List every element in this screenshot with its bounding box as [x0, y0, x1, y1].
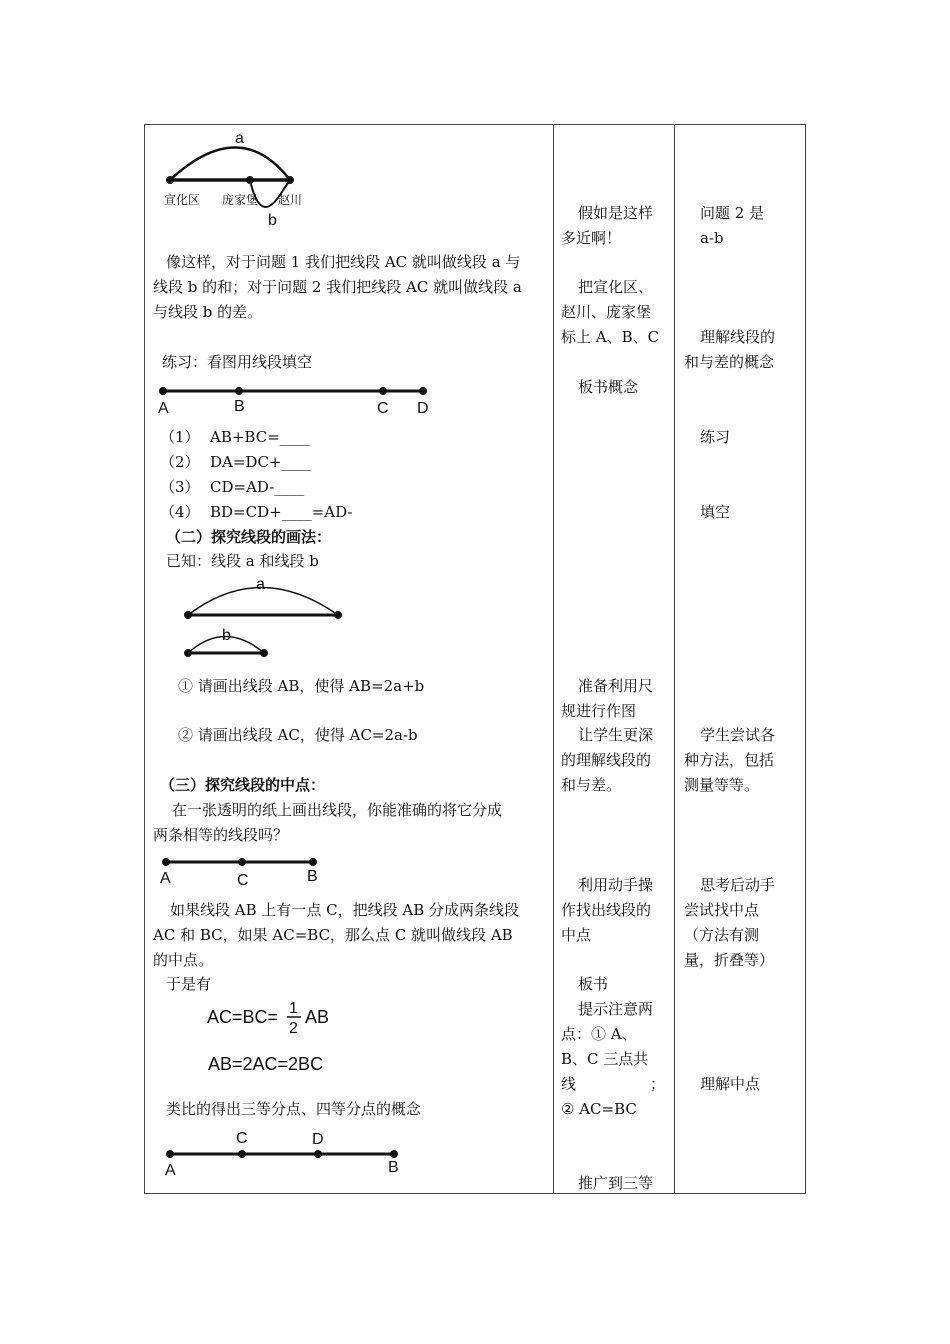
- diagram-label-b: b: [268, 212, 277, 229]
- paragraph-line: 线段 b 的和；对于问题 2 我们把线段 AC 就叫做线段 a: [153, 278, 522, 296]
- teacher-note: 线: [561, 1075, 577, 1093]
- practice-title: 练习：看图用线段填空: [162, 353, 313, 371]
- teacher-note: 中点: [561, 926, 592, 944]
- student-note: 测量等等。: [684, 776, 760, 794]
- analogy-text: 类比的得出三等分点、四等分点的概念: [166, 1100, 422, 1118]
- practice-expr: BD=CD+____=AD-: [210, 503, 353, 521]
- formula-numerator: 1: [289, 1000, 298, 1017]
- place-label-xuanhua: 宣化区: [164, 193, 201, 207]
- point-label-c: C: [377, 400, 389, 417]
- teacher-note: 板书概念: [578, 378, 639, 396]
- student-note: 问题 2 是: [700, 204, 765, 222]
- practice-num: （1）: [160, 428, 200, 446]
- teacher-note: 标上 A、B、C: [561, 328, 660, 346]
- segments-a-b-diagram: [180, 575, 350, 665]
- task-2: ② 请画出线段 AC，使得 AC=2a-b: [178, 726, 418, 744]
- definition-line: 的中点。: [153, 951, 214, 969]
- student-note: （方法有测: [684, 926, 760, 944]
- teacher-note: 让学生更深: [578, 726, 654, 744]
- column-divider-1: [553, 125, 554, 1193]
- teacher-note: 假如是这样: [578, 204, 654, 222]
- formula-right: AB: [305, 1007, 330, 1027]
- teacher-note: 利用动手操: [578, 876, 654, 894]
- point-label-b: B: [234, 398, 245, 415]
- point-label-a: A: [160, 870, 171, 887]
- teacher-note: 和与差。: [561, 776, 622, 794]
- section-title: （三）探究线段的中点：: [160, 776, 326, 794]
- point-label-a: A: [165, 1162, 176, 1179]
- point-label-d: D: [417, 400, 429, 417]
- route-diagram: [160, 125, 320, 230]
- formula-midpoint: [205, 998, 345, 1038]
- student-note: a-b: [700, 229, 724, 247]
- definition-line: AC 和 BC，如果 AC=BC，那么点 C 就叫做线段 AB: [153, 926, 513, 944]
- practice-expr: AB+BC=____: [210, 428, 310, 446]
- practice-num: （3）: [160, 478, 200, 496]
- place-label-zhaochuan: 赵川: [278, 193, 303, 207]
- question-line: 在一张透明的纸上画出线段，你能准确的将它分成: [172, 801, 503, 819]
- paragraph-line: 像这样，对于问题 1 我们把线段 AC 就叫做线段 a 与: [166, 253, 521, 271]
- point-label-c: C: [237, 872, 249, 889]
- teacher-note: ；: [650, 1075, 666, 1093]
- formula-denominator: 2: [289, 1020, 298, 1037]
- practice-num: （2）: [160, 453, 200, 471]
- teacher-note: ② AC=BC: [561, 1100, 637, 1118]
- midpoint-diagram: [158, 852, 328, 888]
- point-label-a: A: [158, 400, 169, 417]
- column-divider-2: [674, 125, 675, 1193]
- paragraph-line: 与线段 b 的差。: [153, 303, 263, 321]
- point-label-b: B: [307, 868, 318, 885]
- teacher-note: 规进行作图: [561, 702, 637, 720]
- teacher-note: 把宣化区、: [578, 278, 654, 296]
- student-note: 种方法，包括: [684, 751, 775, 769]
- practice-expr: DA=DC+____: [210, 453, 312, 471]
- point-label-c: C: [236, 1130, 248, 1147]
- teacher-note: 作找出线段的: [561, 901, 652, 919]
- student-note: 和与差的概念: [684, 353, 775, 371]
- segment-label-a: a: [256, 576, 265, 593]
- student-note: 学生尝试各: [700, 726, 776, 744]
- practice-expr: CD=AD-____: [210, 478, 305, 496]
- section-title: （二）探究线段的画法：: [166, 528, 332, 546]
- teacher-note: 点：① A、: [561, 1025, 637, 1043]
- place-label-pangjiapu: 庞家堡: [222, 193, 259, 207]
- question-line: 两条相等的线段吗？: [153, 826, 289, 844]
- segment-label-b: b: [222, 627, 231, 644]
- student-note: 练习: [700, 428, 731, 446]
- practice-segment-diagram: [155, 380, 445, 420]
- teacher-note: 板书: [578, 975, 609, 993]
- teacher-note: 准备利用尺: [578, 677, 654, 695]
- trisection-diagram: [162, 1126, 412, 1178]
- teacher-note: 赵川、庞家堡: [561, 303, 652, 321]
- task-1: ① 请画出线段 AB，使得 AB=2a+b: [178, 677, 425, 695]
- so-text: 于是有: [166, 975, 212, 993]
- formula-2: AB=2AC=2BC: [208, 1054, 324, 1074]
- teacher-note: 提示注意两: [578, 1000, 654, 1018]
- teacher-note: 的理解线段的: [561, 751, 652, 769]
- point-label-b: B: [388, 1159, 399, 1176]
- student-note: 思考后动手: [700, 876, 776, 894]
- diagram-label-a: a: [235, 130, 244, 147]
- student-note: 填空: [700, 503, 731, 521]
- known-statement: 已知：线段 a 和线段 b: [166, 552, 319, 570]
- teacher-note: B、C 三点共: [561, 1050, 649, 1068]
- teacher-note: 推广到三等: [578, 1174, 654, 1192]
- point-label-d: D: [312, 1131, 324, 1148]
- formula-left: AC=BC=: [207, 1007, 279, 1027]
- student-note: 理解线段的: [700, 328, 776, 346]
- student-note: 尝试找中点: [684, 901, 760, 919]
- student-note: 量，折叠等）: [684, 951, 775, 969]
- student-note: 理解中点: [700, 1075, 761, 1093]
- teacher-note: 多近啊！: [561, 229, 622, 247]
- practice-num: （4）: [160, 503, 200, 521]
- definition-line: 如果线段 AB 上有一点 C，把线段 AB 分成两条线段: [170, 901, 520, 919]
